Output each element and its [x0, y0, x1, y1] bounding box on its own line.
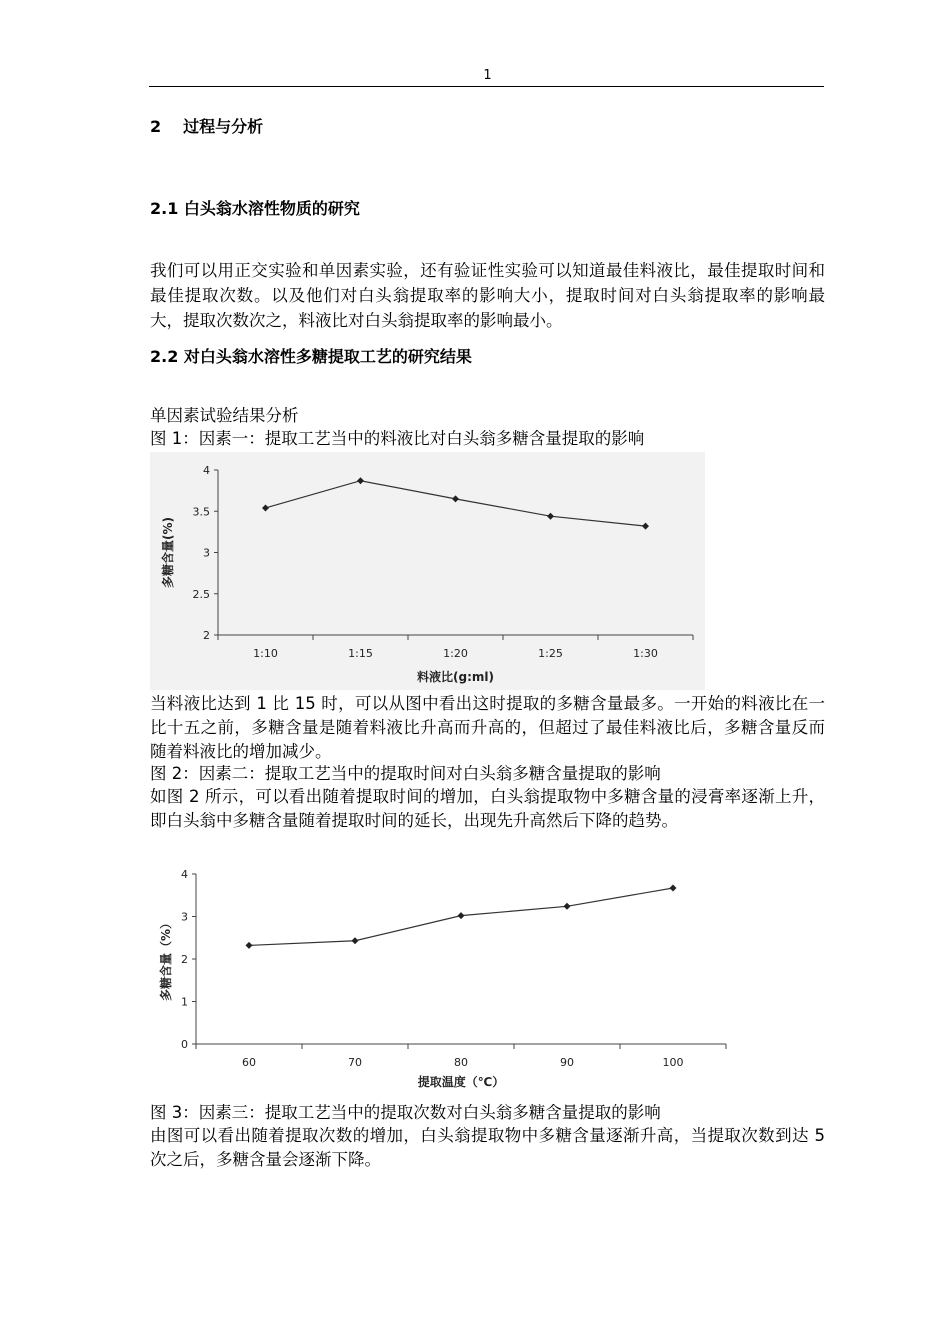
x-tick-label: 1:20 — [443, 647, 468, 660]
y-tick-label: 4 — [203, 464, 210, 477]
data-point — [246, 942, 253, 949]
x-tick-label: 90 — [560, 1056, 574, 1069]
x-tick-label: 1:15 — [348, 647, 373, 660]
y-tick-label: 2 — [203, 629, 210, 642]
x-tick-label: 100 — [662, 1056, 684, 1069]
x-axis-label: 提取温度（℃） — [417, 1075, 505, 1089]
paragraph-2: 当料液比达到 1 比 15 时，可以从图中看出这时提取的多糖含量最多。一开始的料液比在一比十五之前，多糖含量是随着料液比升高而升高的，但超过了最佳料液比后，多糖含量反而随着料液比的增加减少。 — [150, 694, 825, 761]
section-title: 白头翁水溶性物质的研究 — [183, 199, 360, 218]
header-rule — [149, 86, 824, 87]
chart-background — [150, 452, 705, 690]
y-tick-label: 3 — [181, 910, 188, 924]
x-axis-label: 料液比(g:ml) — [417, 670, 494, 684]
x-tick-label: 60 — [242, 1056, 256, 1069]
y-axis-label: 多糖含量（%） — [159, 916, 173, 1002]
x-tick-label: 1:25 — [538, 647, 563, 660]
figure-1-caption: 图 1：因素一：提取工艺当中的料液比对白头翁多糖含量提取的影响 — [150, 429, 645, 448]
section-number: 2.2 — [150, 347, 179, 366]
y-tick-label: 0 — [181, 1038, 188, 1051]
x-tick-label: 80 — [454, 1056, 468, 1069]
y-tick-label: 3.5 — [192, 505, 210, 519]
x-tick-label: 1:30 — [633, 647, 658, 660]
paragraph-1: 我们可以用正交实验和单因素实验，还有验证性实验可以知道最佳料液比，最佳提取时间和最佳提取次数。以及他们对白头翁提取率的影响大小，提取时间对白头翁提取率的影响最大，提取次数次之，料液比对白头翁提取率的影响最小。 — [150, 261, 825, 330]
paragraph-4: 由图可以看出随着提取次数的增加，白头翁提取物中多糖含量逐渐升高，当提取次数到达 5 次之后，多糖含量会逐渐下降。 — [150, 1126, 825, 1169]
y-axis-label: 多糖含量(%) — [161, 517, 175, 588]
section-title: 过程与分析 — [183, 117, 264, 136]
chart-2 — [150, 860, 740, 1098]
y-tick-label: 4 — [181, 868, 188, 881]
paragraph-3: 如图 2 所示，可以看出随着提取时间的增加，白头翁提取物中多糖含量的浸膏率逐渐上升，即白头翁中多糖含量随着提取时间的延长，出现先升高然后下降的趋势。 — [150, 787, 825, 830]
section-title: 对白头翁水溶性多糖提取工艺的研究结果 — [183, 347, 472, 366]
section-number: 2 — [150, 117, 162, 136]
y-tick-label: 3 — [203, 546, 210, 560]
y-tick-label: 1 — [181, 995, 188, 1009]
data-point — [564, 903, 571, 910]
section-heading-2-1 — [150, 196, 825, 221]
section-heading-2 — [150, 114, 825, 139]
x-tick-label: 1:10 — [253, 647, 278, 660]
data-point — [670, 885, 677, 892]
data-point — [352, 937, 359, 944]
page-number: 1 — [483, 68, 492, 83]
y-tick-label: 2 — [181, 953, 188, 966]
figure-3-caption: 图 3：因素三：提取工艺当中的提取次数对白头翁多糖含量提取的影响 — [150, 1103, 661, 1122]
y-tick-label: 2.5 — [192, 587, 210, 601]
figure-2-caption: 图 2：因素二：提取工艺当中的提取时间对白头翁多糖含量提取的影响 — [150, 764, 661, 783]
chart-1 — [150, 452, 705, 690]
section-number: 2.1 — [150, 199, 179, 218]
x-tick-label: 70 — [348, 1056, 362, 1069]
single-factor-heading: 单因素试验结果分析 — [150, 406, 299, 425]
section-heading-2-2 — [150, 344, 825, 369]
data-point — [458, 912, 465, 919]
